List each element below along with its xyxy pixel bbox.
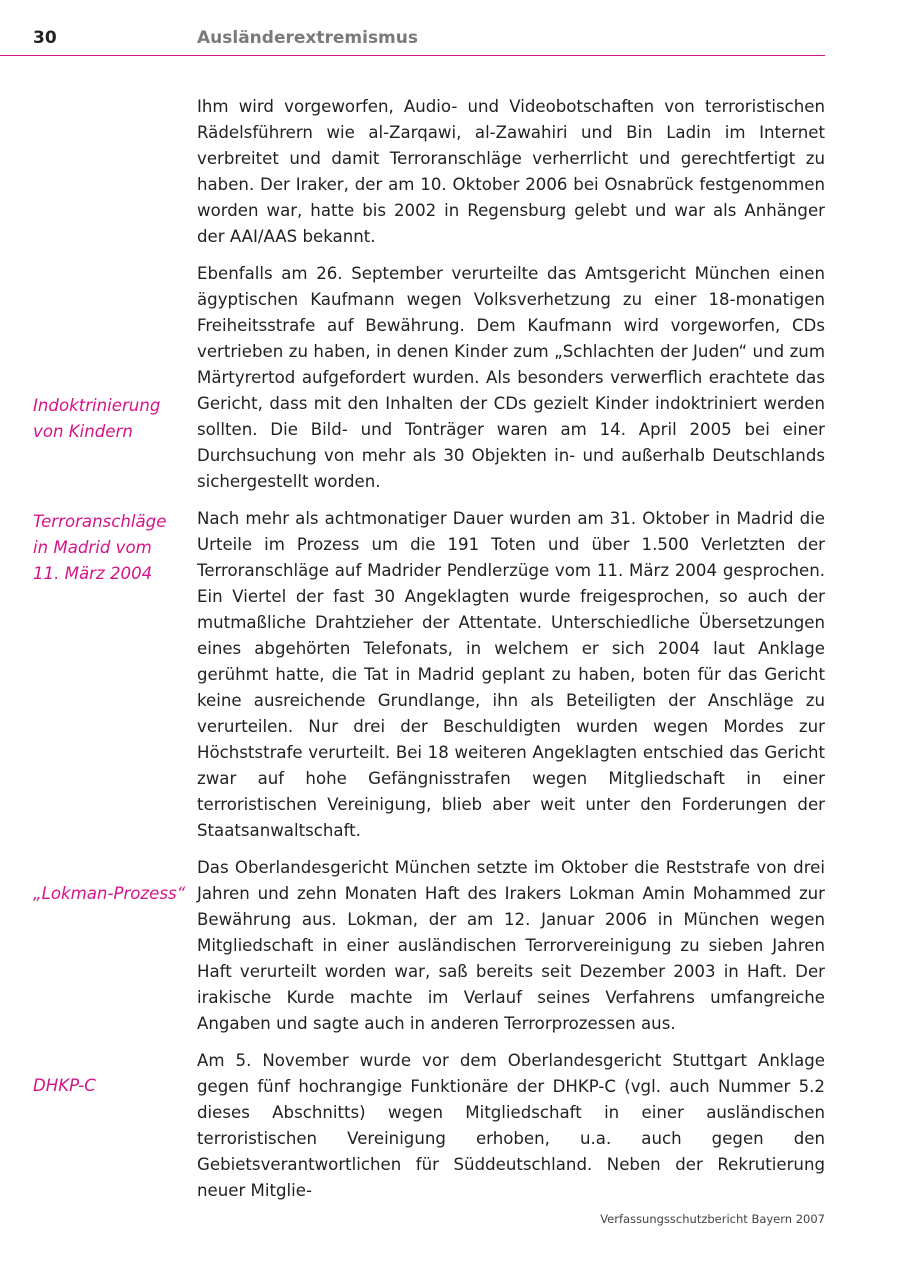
- paragraph-2: Ebenfalls am 26. September verurteilte das Amtsgericht München einen ägyptischen Kaufmann wegen Volksverhetzung zu einer 18-monatigen Freiheitsstrafe auf Bewährung. Dem Kaufmann wird vorgeworfen, CDs vertrieben zu haben, in denen Kinder zum „Schlachten der Juden“ und zum Märtyrertod aufgefordert wurden. Als besonders verwerflich erachtete das Gericht, dass mit den Inhalten der CDs gezielt Kinder indoktriniert werden sollten. Die Bild- und Tonträger waren am 14. April 2005 bei einer Durchsuchung von mehr als 30 Objekten in- und außerhalb Deutschlands sichergestellt worden.: [197, 264, 825, 491]
- paragraph-4: Das Oberlandesgericht München setzte im Oktober die Reststrafe von drei Jahren und zehn Monaten Haft des Irakers Lokman Amin Mohammed zur Bewährung aus. Lokman, der am 12. Januar 2006 in München wegen Mitgliedschaft in einer ausländischen Terrorvereinigung zu sieben Jahren Haft verurteilt worden war, saß bereits seit Dezember 2003 in Haft. Der irakische Kurde machte im Verlauf seines Verfahrens umfangreiche Angaben und sagte auch in anderen Terrorprozessen aus.: [197, 858, 825, 1033]
- margin-note-lokman: „Lokman-Prozess“: [33, 884, 186, 903]
- margin-note-madrid: Terroranschläge in Madrid vom 11. März 2004: [33, 512, 167, 583]
- paragraph-5: Am 5. November wurde vor dem Oberlandesgericht Stuttgart Anklage gegen fünf hochrangige Funktionäre der DHKP-C (vgl. auch Nummer 5.2 dieses Abschnitts) wegen Mitgliedschaft in einer ausländischen terroristischen Vereinigung erhoben, u.a. auch gegen den Gebietsverantwortlichen für Süddeutschland. Neben der Rekrutierung neuer Mitglie-: [197, 1051, 825, 1200]
- paragraph-1: Ihm wird vorgeworfen, Audio- und Videobotschaften von terroristischen Rädelsführern wie al-Zarqawi, al-Zawahiri und Bin Ladin im Internet verbreitet und damit Terroranschläge verherrlicht und gerechtfertigt zu haben. Der Iraker, der am 10. Oktober 2006 bei Osnabrück festgenommen worden war, hatte bis 2002 in Regensburg gelebt und war als Anhänger der AAI/AAS bekannt.: [197, 97, 825, 246]
- paragraph-3: Nach mehr als achtmonatiger Dauer wurden am 31. Oktober in Madrid die Urteile im Prozess um die 191 Toten und über 1.500 Verletzten der Terroranschläge auf Madrider Pendlerzüge vom 11. März 2004 gesprochen. Ein Viertel der fast 30 Angeklagten wurde freigesprochen, so auch der mutmaßliche Drahtzieher der Attentate. Unterschiedliche Übersetzungen eines abgehörten Telefonats, in welchem er sich 2004 laut Anklage gerühmt hatte, die Tat in Madrid geplant zu haben, boten für das Gericht keine ausreichende Grundlange, ihn als Beteiligten der Anschläge zu verurteilen. Nur drei der Beschuldigten wurden wegen Mordes zur Höchststrafe verurteilt. Bei 18 weiteren Angeklagten entschied das Gericht zwar auf hohe Gefängnisstrafen wegen Mitgliedschaft in einer terroristischen Vereinigung, blieb aber weit unter den Forderungen der Staatsanwaltschaft.: [197, 509, 825, 840]
- running-section-title: Ausländerextremismus: [197, 28, 418, 48]
- header-divider: [0, 55, 825, 56]
- margin-note-indoktrinierung: Indoktrinierung von Kindern: [33, 396, 161, 441]
- footer-publication: Verfassungsschutzbericht Bayern 2007: [600, 1212, 825, 1226]
- page-number: 30: [33, 28, 57, 48]
- body-text-column: [197, 94, 825, 1215]
- margin-note-dhkp-c: DHKP-C: [33, 1076, 96, 1095]
